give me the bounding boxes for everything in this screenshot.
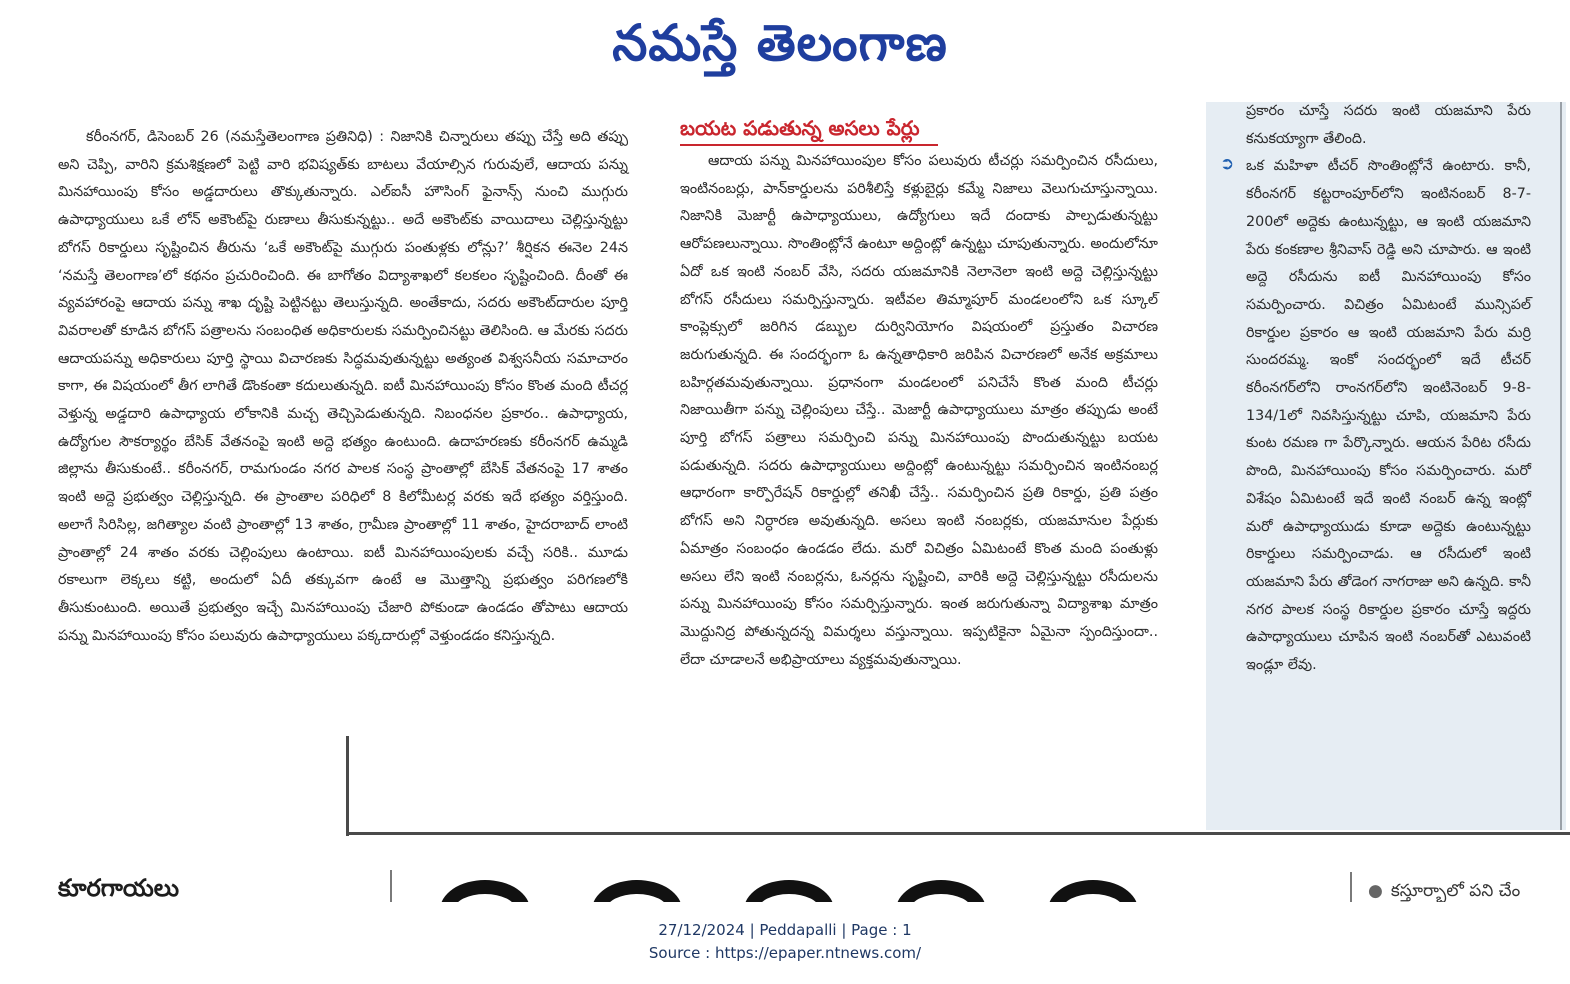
page-cut-area — [0, 902, 1570, 984]
headline-glyph-fragment — [440, 880, 530, 902]
article-column-1: కరీంనగర్, డిసెంబర్ 26 (నమస్తేతెలంగాణ ప్రతినిధి) : నిజానికి చిన్నారులు తప్పు చేస్తే అది తప్పు అని చెప్పి, వారిని క్రమశిక్షణలో పెట్టి వారి భవిష్యత్‌కు బాటలు వేయాల్సిన గురువులే, ఆదాయ పన్ను మినహాయింపు కోసం అడ్డదారులు తొక్కుతున్నారు. ఎల్‌ఐసీ హౌసింగ్ ఫైనాన్స్ నుంచి ముగ్గురు ఉపాధ్యాయులు ఒకే లోన్ అకౌంట్‌పై రుణాలు తీసుకున్నట్టు.. అదే అకౌంట్‌కు వాయిదాలు చెల్లిస్తున్నట్టు బోగస్ రికార్డులు సృష్టించిన తీరును ‘ఒకే అకౌంట్‌పై ముగ్గురు పంతుళ్లకు లోన్లు?’ శీర్షికన ఈనెల 24న ‘నమస్తే తెలంగాణ’లో కథనం ప్రచురించింది. ఈ బాగోతం విద్యాశాఖలో కలకలం సృష్టించింది. దీంతో ఈ వ్యవహారంపై ఆదాయ పన్ను శాఖ దృష్టి పెట్టినట్టు తెలుస్తున్నది. అంతేకాదు, సదరు అకౌంట్‌దారుల పూర్తి వివరాలతో కూడిన బోగస్ పత్రాలను సంబంధిత అధికారులకు సమర్పించినట్టు తెలిసింది. ఆ మేరకు సదరు ఆదాయపన్ను అధికారులు పూర్తి స్థాయి విచారణకు సిద్ధమవుతున్నట్టు అత్యంత విశ్వసనీయ సమాచారం కాగా, ఈ విషయంలో తీగ లాగితే డొంకంతా కదులుతున్నది. ఐటీ మినహాయింపు కోసం కొంత మంది టీచర్ల వెళ్తున్న అడ్డదారి ఉపాధ్యాయ లోకానికి మచ్చ తెచ్చిపెడుతున్నది. నిబంధనల ప్రకారం.. ఉపాధ్యాయ, ఉద్యోగుల సౌకర్యార్థం బేసిక్ వేతనంపై ఇంటి అద్దె భత్యం ఉంటుంది. ఉదాహరణకు కరీంనగర్ ఉమ్మడి జిల్లాను తీసుకుంటే.. కరీంనగర్, రామగుండం నగర పాలక సంస్థ ప్రాంతాల్లో బేసిక్ వేతనంపై 17 శాతం ఇంటి అద్దె ప్రభుత్వం చెల్లిస్తున్నది. ఈ ప్రాంతాల పరిధిలో 8 కిలోమీటర్ల వరకు ఇదే భత్యం వర్తిస్తుంది. అలాగే సిరిసిల్ల, జగిత్యాల వంటి ప్రాంతాల్లో 13 శాతం, గ్రామీణ ప్రాంతాల్లో 11 శాతం, హైదరాబాద్ లాంటి ప్రాంతాల్లో 24 శాతం వరకు చెల్లింపులు ఉంటాయి. ఐటీ మినహాయింపులకు వచ్చే సరికి.. మూడు రకాలుగా లెక్కలు కట్టి, అందులో ఏదీ తక్కువగా ఉంటే ఆ మొత్తాన్ని ప్రభుత్వం పరిగణలోకి తీసుకుంటుంది. అయితే ప్రభుత్వం ఇచ్చే మినహాయింపు చేజారి పోకుండా ఉండడం తోపాటు ఆదాయ పన్ను మినహాయింపు కోసం పలువురు ఉపాధ్యాయులు పక్కదారుల్లో వెళ్తుండడం కనిస్తున్నది. — [58, 129, 628, 644]
article-frame-left — [346, 736, 349, 836]
sidebar-lead-paragraph: ప్రకారం చూస్తే సదరు ఇంటి యజమాని పేరు కనుకయ్యాగా తేలింది. — [1246, 103, 1531, 147]
headline-glyph-fragment — [1048, 880, 1138, 902]
sidebar-text — [1246, 98, 1531, 680]
sidebar-border — [1560, 102, 1562, 830]
headline-glyph-fragment — [592, 880, 682, 902]
article-frame-bottom — [346, 832, 1570, 835]
bullet-dot-icon: ● — [1368, 881, 1383, 901]
teaser-text: కస్తూర్బాలో పని చేం — [1390, 881, 1521, 901]
newspaper-masthead: నమస్తే తెలంగాణ — [612, 14, 948, 72]
article-subheading: బయట పడుతున్న అసలు పేర్లు — [680, 116, 920, 140]
headline-glyph-fragment — [744, 880, 834, 902]
footer-source-line: Source : https://epaper.ntnews.com/ — [648, 944, 922, 962]
article-column-2: ఆదాయ పన్ను మినహాయింపుల కోసం పలువురు టీచర్లు సమర్పించిన రసీదులు, ఇంటినంబర్లు, పాన్‌కార్డులను పరిశీలిస్తే కళ్లుబైర్లు కమ్మే నిజాలు వెలుగుచూస్తున్నాయి. నిజానికి మెజార్టీ ఉపాధ్యాయులు, ఉద్యోగులు ఇదే దందాకు పాల్పడుతున్నట్టు ఆరోపణలున్నాయి. సొంతింట్లోనే ఉంటూ అద్దింట్లో ఉన్నట్టు చూపుతున్నారు. అందులోనూ ఏదో ఒక ఇంటి నంబర్ వేసి, సదరు యజమానికి నెలానెలా ఇంటి అద్దె చెల్లిస్తున్నట్టు బోగస్ రసీదులు సమర్పిస్తున్నారు. ఇటీవల తిమ్మాపూర్ మండలంలోని ఒక స్కూల్ కాంప్లెక్సులో జరిగిన డబ్బుల దుర్వినియోగం విషయంలో ప్రస్తుతం విచారణ జరుగుతున్నది. ఈ సందర్భంగా ఓ ఉన్నతాధికారి జరిపిన విచారణలో అనేక అక్రమాలు బహిర్గతమవుతున్నాయి. ప్రధానంగా మండలంలో పనిచేసే కొంత మంది టీచర్లు నిజాయితీగా పన్ను చెల్లింపులు చేస్తే.. మెజార్టీ ఉపాధ్యాయులు మాత్రం తప్పుడు అంటే పూర్తి బోగస్ పత్రాలు సమర్పించి పన్ను మినహాయింపు పొందుతున్నట్టు బయట పడుతున్నది. సదరు ఉపాధ్యాయులు అద్దింట్లో ఉంటున్నట్టు సమర్పించిన ఇంటినంబర్ల ఆధారంగా కార్పొరేషన్ రికార్డుల్లో తనిఖీ చేస్తే.. సమర్పించిన ప్రతి రికార్డు, ప్రతి పత్రం బోగస్ అని నిర్ధారణ అవుతున్నది. అసలు ఇంటి నంబర్లకు, యజమానుల పేర్లుకు ఏమాత్రం సంబంధం ఉండడం లేదు. మరో విచిత్రం ఏమిటంటే కొంత మంది పంతుళ్లు అసలు లేని ఇంటి నంబర్లను, ఓనర్లను సృష్టించి, వారికి అద్దె చెల్లిస్తున్నట్టు రసీదులను పన్ను మినహాయింపు కోసం సమర్పిస్తున్నారు. ఇంత జరుగుతున్నా విద్యాశాఖ మాత్రం మొద్దునిద్ర పోతున్నదన్న విమర్శలు వస్తున్నాయి. ఇప్పటికైనా ఏమైనా స్పందిస్తుందా.. లేదా చూడాలనే అభిప్రాయాలు వ్యక్తమవుతున్నాయి. — [680, 153, 1158, 668]
sidebar-body-paragraph: ఒక మహిళా టీచర్ సొంతింట్లోనే ఉంటారు. కానీ, కరీంనగర్ కట్టరాంపూర్‌లోని ఇంటినంబర్ 8-7-200లో అద్దెకు ఉంటున్నట్టు, ఆ ఇంటి యజమాని పేరు కంకణాల శ్రీనివాస్ రెడ్డి అని చూపారు. ఆ ఇంటి అద్దె రసీదును ఐటీ మినహాయింపు కోసం సమర్పించారు. విచిత్రం ఏమిటంటే మున్సిపల్ రికార్డుల ప్రకారం ఆ ఇంటి యజమాని పేరు మర్రి సుందరమ్మ. ఇంకో సందర్భంలో ఇదే టీచర్ కరీంనగర్‌లోని రాంనగర్‌లోని ఇంటినెంబర్ 9-8-134/1లో నివసిస్తున్నట్టు చూపి, యజమాని పేరు కుంట రమణ గా పేర్కొన్నారు. ఆయన పేరిట రసీదు పొంది, మినహాయింపు కోసం సమర్పించారు. మరో విశేషం ఏమిటంటే ఇదే ఇంటి నంబర్ ఉన్న ఇంట్లో మరో ఉపాధ్యాయుడు కూడా అద్దెకు ఉంటున్నట్టు రికార్డులు సమర్పించాడు. ఆ రసీదులో ఇంటి యజమాని పేరు తోడెంగ నాగరాజు అని ఉన్నది. కానీ నగర పాలక సంస్థ రికార్డుల ప్రకారం చూస్తే ఇద్దరు ఉపాధ్యాయులు చూపిన ఇంటి నంబర్‌తో ఎటువంటి ఇండ్లూ లేవు. — [1246, 158, 1531, 674]
footer-edition-line: 27/12/2024 | Peddapalli | Page : 1 — [658, 921, 912, 939]
headline-glyph-fragment — [896, 880, 986, 902]
next-headline-fragment — [440, 880, 1320, 902]
subheading-underline — [680, 144, 938, 146]
next-section-label: కూరగాయలు — [58, 874, 180, 902]
arrow-bullet-icon: ➲ — [1220, 154, 1235, 174]
